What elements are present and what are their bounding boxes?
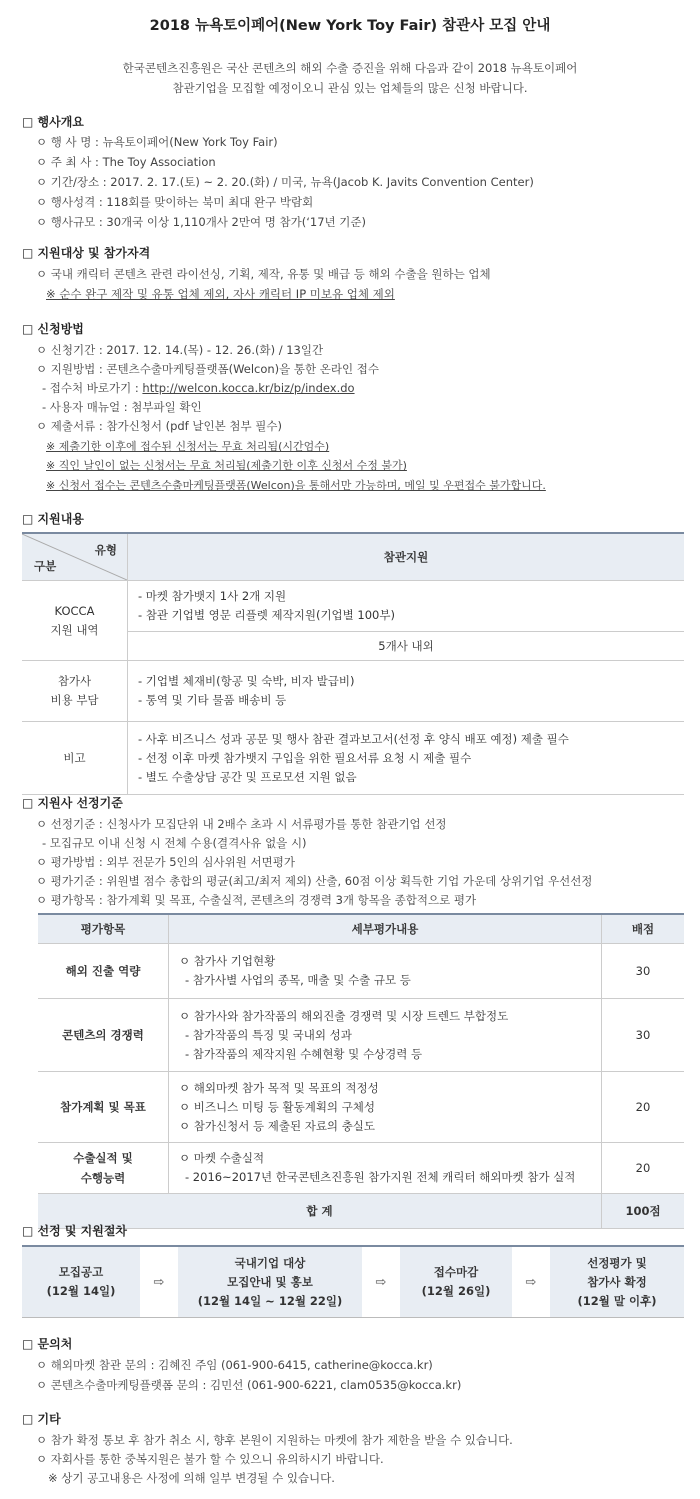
evaluation-table: [38, 913, 684, 1229]
procedure-step-promotion: 국내기업 대상 모집안내 및 홍보 (12월 14일 ~ 12월 22일): [178, 1247, 362, 1317]
col-support-header: 참관지원: [128, 533, 685, 581]
application-note: ※ 신청서 접수는 콘텐츠수출마케팅플랫폼(Welcon)을 통해서만 가능하며, 메일 및 우편접수 불가합니다.: [46, 479, 546, 492]
selection-item: - 모집규모 이내 신청 시 전체 수용(결격사유 없을 시): [42, 836, 307, 850]
row-label-kocca: KOCCA 지원 내역: [22, 581, 128, 661]
selection-item: ㅇ 평가기준 : 위원별 점수 총합의 평균(최고/최저 제외) 산출, 60점 이상 획득한 기업 가운데 상위기업 우선선정: [36, 874, 593, 888]
col-eval-item: 평가항목: [38, 914, 169, 944]
overview-item: ㅇ 행사성격 : 118회를 맞이하는 북미 최대 완구 박람회: [36, 195, 314, 209]
row-label-remarks: 비고: [22, 722, 128, 795]
overview-item: ㅇ 행 사 명 : 뉴욕토이페어(New York Toy Fair): [36, 135, 278, 149]
contact-item: ㅇ 콘텐츠수출마케팅플랫폼 문의 : 김민선 (061-900-6221, clam0535@kocca.kr): [36, 1378, 462, 1392]
other-item: ㅇ 참가 확정 통보 후 참가 취소 시, 향후 본원이 지원하는 마켓에 참가 제한을 받을 수 있습니다.: [36, 1433, 513, 1447]
support-table: [22, 532, 684, 795]
shortcut-label: - 접수처 바로가기 :: [42, 381, 143, 395]
contact-item: ㅇ 해외마켓 참관 문의 : 김혜진 주임 (061-900-6415, catherine@kocca.kr): [36, 1358, 433, 1372]
procedure-flow: [22, 1245, 684, 1318]
application-note: ※ 제출기한 이후에 접수된 신청서는 무효 처리됨(시간엄수): [46, 440, 330, 453]
support-table-corner: [22, 533, 128, 581]
application-docs: ㅇ 제출서류 : 참가신청서 (pdf 날인본 첨부 필수): [36, 419, 282, 433]
col-type-label: 유형: [94, 543, 117, 557]
procedure-step-announcement: 모집공고 (12월 14일): [22, 1247, 140, 1317]
eligibility-note: ※ 순수 완구 제작 및 유통 업체 제외, 자사 캐릭터 IP 미보유 업체 제외: [46, 287, 395, 301]
selection-item: ㅇ 평가방법 : 외부 전문가 5인의 심사위원 서면평가: [36, 855, 295, 869]
application-note: ※ 직인 날인이 없는 신청서는 무효 처리됨(제출기한 이후 신청서 수정 불가): [46, 459, 407, 472]
section-heading-procedure: □ 선정 및 지원절차: [22, 1224, 128, 1238]
section-heading-other: □ 기타: [22, 1412, 61, 1426]
overview-item: ㅇ 기간/장소 : 2017. 2. 17.(토) ~ 2. 20.(화) / 미국, 뉴욕(Jacob K. Javits Convention Center): [36, 175, 534, 189]
section-heading-support: □ 지원내용: [22, 512, 84, 526]
intro-line-2: 참관기업을 모집할 예정이오니 관심 있는 업체들의 많은 신청 바랍니다.: [172, 81, 528, 95]
application-manual: - 사용자 매뉴얼 : 첨부파일 확인: [42, 400, 202, 414]
eligibility-item: ㅇ 국내 캐릭터 콘텐츠 관련 라이선싱, 기획, 제작, 유통 및 배급 등 해외 수출을 원하는 업체: [36, 267, 491, 281]
procedure-step-deadline: 접수마감 (12월 26일): [400, 1247, 512, 1317]
participant-cost-details: - 기업별 체재비(항공 및 숙박, 비자 발급비) - 통역 및 기타 물품 배송비 등: [128, 661, 685, 722]
total-score: 100점: [602, 1194, 685, 1229]
section-heading-application: □ 신청방법: [22, 322, 84, 336]
remarks-details: - 사후 비즈니스 성과 공문 및 행사 참관 결과보고서(선정 후 양식 배포 예정) 제출 필수 - 선정 이후 마켓 참가뱃지 구입을 위한 필요서류 요청 시 제출 필수 - 별도 수출상담 공간 및 프로모션 지원 없음: [128, 722, 685, 795]
other-item: ㅇ 자회사를 통한 중복지원은 불가 할 수 있으니 유의하시기 바랍니다.: [36, 1452, 384, 1466]
eval-criterion: 수출실적 및 수행능력: [38, 1143, 169, 1194]
section-heading-contact: □ 문의처: [22, 1337, 73, 1351]
col-eval-score: 배점: [602, 914, 685, 944]
eval-score: 30: [602, 999, 685, 1072]
arrow-right-icon: ⇨: [153, 1274, 165, 1290]
selection-item: ㅇ 선정기준 : 신청사가 모집단위 내 2배수 초과 시 서류평가를 통한 참관기업 선정: [36, 817, 447, 831]
total-label: 합 계: [38, 1194, 602, 1229]
eval-criterion: 해외 진출 역량: [38, 944, 169, 999]
eval-detail: ㅇ 참가사와 참가작품의 해외진출 경쟁력 및 시장 트렌드 부합정도 - 참가작품의 특징 및 국내외 성과 - 참가작품의 제작지원 수혜현황 및 수상경력 등: [169, 999, 602, 1072]
application-period: ㅇ 신청기간 : 2017. 12. 14.(목) - 12. 26.(화) / 13일간: [36, 343, 324, 357]
eval-detail: ㅇ 마켓 수출실적 - 2016~2017년 한국콘텐츠진흥원 참가지원 전체 캐릭터 해외마켓 참가 실적: [169, 1143, 602, 1194]
page-title: 2018 뉴욕토이페어(New York Toy Fair) 참관사 모집 안내: [149, 18, 551, 34]
eval-criterion: 참가계획 및 목표: [38, 1072, 169, 1143]
section-heading-overview: □ 행사개요: [22, 115, 84, 129]
col-eval-detail: 세부평가내용: [169, 914, 602, 944]
eval-detail: ㅇ 해외마켓 참가 목적 및 목표의 적정성 ㅇ 비즈니스 미팅 등 활동계획의 구체성 ㅇ 참가신청서 등 제출된 자료의 충실도: [169, 1072, 602, 1143]
eval-score: 20: [602, 1143, 685, 1194]
welcon-link[interactable]: http://welcon.kocca.kr/biz/p/index.do: [142, 381, 355, 395]
selection-item: ㅇ 평가항목 : 참가계획 및 목표, 수출실적, 콘텐츠의 경쟁력 3개 항목을 종합적으로 평가: [36, 893, 477, 907]
kocca-support-quota: 5개사 내외: [128, 632, 685, 661]
application-shortcut: [42, 380, 355, 396]
eval-detail: ㅇ 참가사 기업현황 - 참가사별 사업의 종목, 매출 및 수출 규모 등: [169, 944, 602, 999]
eval-criterion: 콘텐츠의 경쟁력: [38, 999, 169, 1072]
overview-item: ㅇ 주 최 사 : The Toy Association: [36, 155, 216, 169]
intro-line-1: 한국콘텐츠진흥원은 국산 콘텐츠의 해외 수출 증진을 위해 다음과 같이 2018 뉴욕토이페어: [122, 61, 578, 75]
row-label-participant: 참가사 비용 부담: [22, 661, 128, 722]
overview-item: ㅇ 행사규모 : 30개국 이상 1,110개사 2만여 명 참가(‘17년 기준): [36, 215, 366, 229]
section-heading-eligibility: □ 지원대상 및 참가자격: [22, 246, 151, 260]
col-group-label: 구분: [34, 559, 57, 573]
eval-score: 20: [602, 1072, 685, 1143]
kocca-support-details: - 마켓 참가뱃지 1사 2개 지원 - 참관 기업별 영문 리플렛 제작지원(기업별 100부): [128, 581, 685, 632]
other-note: ※ 상기 공고내용은 사정에 의해 일부 변경될 수 있습니다.: [48, 1471, 335, 1485]
application-method: ㅇ 지원방법 : 콘텐츠수출마케팅플랫폼(Welcon)을 통한 온라인 접수: [36, 362, 380, 376]
arrow-right-icon: ⇨: [375, 1274, 387, 1290]
arrow-right-icon: ⇨: [525, 1274, 537, 1290]
eval-score: 30: [602, 944, 685, 999]
procedure-step-selection: 선정평가 및 참가사 확정 (12월 말 이후): [550, 1247, 684, 1317]
section-heading-selection: □ 지원사 선정기준: [22, 796, 123, 810]
